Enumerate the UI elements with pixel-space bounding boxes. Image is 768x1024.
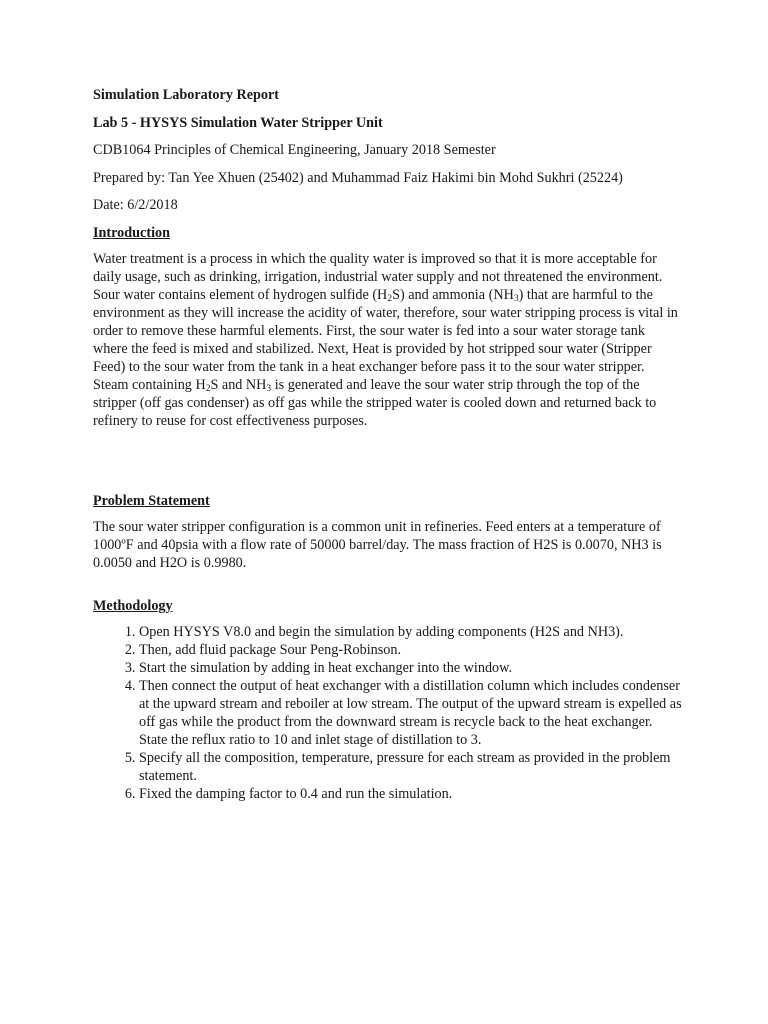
course-line: CDB1064 Principles of Chemical Engineering, January 2018 Semester <box>93 142 496 158</box>
intro-text-1: Water treatment is a process in which the quality water is improved so that it is more acceptable for daily usage, such as drinking, irrigation, industrial water supply and not threatened the environment. Sour water contains element of hydrogen sulfide (H <box>93 250 663 303</box>
intro-text-3: ) that are harmful to the environment as they will increase the acidity of water, therefore, sour water stripping process is vital in order to remove these harmful elements. First, the sour water is fed into a sour water storage tank where the feed is mixed and stabilized. Next, Heat is provided by hot stripped sour water (Stripper Feed) to the sour water from the tank in a heat exchanger before pass it to the sour water stripper. Steam containing H <box>93 286 678 393</box>
intro-sub-1: 2 <box>387 293 393 304</box>
problem-statement-paragraph: The sour water stripper configuration is a common unit in refineries. Feed enters at a temperature of 1000ºF and 40psia with a flow rate of 50000 barrel/day. The mass fraction of H2S is 0.0070, NH3 is 0.0050 and H2O is 0.9980. <box>93 518 662 571</box>
methodology-step: 1. Open HYSYS V8.0 and begin the simulation by adding components (H2S and NH3). <box>139 623 683 641</box>
methodology-step: 5. Specify all the composition, temperature, pressure for each stream as provided in the problem statement. <box>139 749 683 785</box>
methodology-list <box>93 623 683 803</box>
introduction-heading: Introduction <box>93 224 170 241</box>
report-page <box>93 86 683 803</box>
methodology-heading: Methodology <box>93 597 173 614</box>
intro-text-5: is generated and leave the sour water strip through the top of the stripper (off gas condenser) as off gas while the stripped water is cooled down and returned back to refinery to reuse for cost effectiveness purposes. <box>93 376 657 429</box>
intro-sub-3: 2 <box>205 383 211 394</box>
intro-text-4: S and NH <box>210 376 267 393</box>
problem-statement-heading: Problem Statement <box>93 492 210 509</box>
methodology-step: 2. Then, add fluid package Sour Peng-Robinson. <box>139 641 683 659</box>
intro-sub-4: 3 <box>266 383 272 394</box>
date-line: Date: 6/2/2018 <box>93 197 178 213</box>
report-title: Simulation Laboratory Report <box>93 87 280 103</box>
intro-text-2: S) and ammonia (NH <box>392 286 514 303</box>
methodology-step: 3. Start the simulation by adding in heat exchanger into the window. <box>139 659 683 677</box>
introduction-paragraph <box>93 250 683 430</box>
intro-sub-2: 3 <box>513 293 519 304</box>
methodology-step: 4. Then connect the output of heat exchanger with a distillation column which includes condenser at the upward stream and reboiler at low stream. The output of the upward stream is expelled as off gas while the product from the downward stream is recycle back to the heat exchanger. State the reflux ratio to 10 and inlet stage of distillation to 3. <box>139 677 683 749</box>
lab-title: Lab 5 - HYSYS Simulation Water Stripper Unit <box>93 114 383 131</box>
prepared-by-line: Prepared by: Tan Yee Xhuen (25402) and Muhammad Faiz Hakimi bin Mohd Sukhri (25224) <box>93 169 623 186</box>
methodology-step: 6. Fixed the damping factor to 0.4 and run the simulation. <box>139 785 683 803</box>
